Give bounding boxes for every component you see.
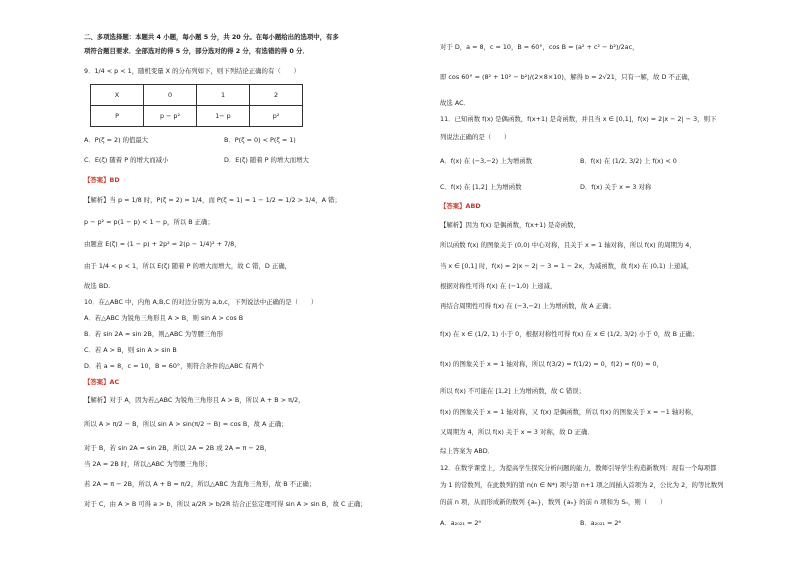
q11-solution-9: f(x) 的图象关于 x = 1 轴对称，又 f(x) 是偶函数，所以 f(x) 的图象关于 x = −1 轴对称， (440, 408, 698, 416)
q9-solution-2: p − p² = p(1 − p) < 1 − p，所以 B 正确； (84, 218, 214, 226)
q9-stem: 9．1/4 < p < 1，随机变量 X 的分布列如下，则下列结论正确的有（ ） (84, 67, 300, 75)
q10-solution-1: 【解析】对于 A，因为若△ABC 为锐角三角形且 A > B，所以 A + B > π/2， (84, 396, 305, 404)
q10-solution-6: 对于 C，由 A > B 可得 a > b，所以 a/2R > b/2R 结合正弦定理可得 sin A > sin B，故 C 正确； (84, 500, 367, 508)
q9-answer: 【答案】BD (84, 176, 120, 184)
q11-stem: 11．已知函数 f(x) 是偶函数，f(x+1) 是奇函数，并且当 x ∈ [0,1]，f(x) = 2|x − 2| − 3，则下 (440, 115, 717, 123)
table-cell: X (91, 85, 144, 106)
q10-option-a: A．若△ABC 为锐角三角形且 A > B，则 sin A > cos B (84, 314, 244, 322)
section-header: 二、多项选择题：本题共 4 小题，每小题 5 分，共 20 分。在每小题给出的选项中，有多 (84, 33, 339, 41)
section-header-2: 项符合题目要求．全部选对的得 5 分，部分选对的得 2 分，有选错的得 0 分． (84, 47, 309, 55)
q10-answer: 【答案】AC (84, 378, 120, 386)
q12-stem-1: 12．在数学课堂上，为提高学生探究分析问题的能力，教师引导学生构造新数列：现有一个每项都 (440, 464, 717, 472)
q10-solution-3: 对于 B，若 sin 2A = sin 2B，所以 2A = 2B 或 2A = π − 2B， (84, 444, 271, 452)
q10-option-d: D．若 a = 8，c = 10，B = 60°，则符合条件的△ABC 有两个 (84, 362, 265, 370)
q11-answer: 【答案】ABD (440, 202, 481, 210)
q11-option-b: B．f(x) 在 (1/2, 3/2) 上 f(x) < 0 (580, 157, 677, 165)
q12-option-b: B．a₂₀₂₁ = 2⁶ (580, 519, 621, 527)
q12-stem-2: 为 1 的常数列，在此数列的第 n(n ∈ N*) 项与第 n+1 项之间插入首项为 2，公比为 2，的等比数列 (440, 481, 724, 489)
q11-solution-10: 又周期为 4，所以 f(x) 关于 x = 3 对称，故 D 正确． (440, 428, 594, 436)
table-cell: p − p² (144, 106, 197, 127)
q10-solution-5: 若 2A = π − 2B，所以 A + B = π/2，所以△ABC 为直角三角形，故 B 不正确； (84, 480, 316, 488)
q11-solution-1: 【解析】因为 f(x) 是偶函数，f(x+1) 是奇函数， (440, 221, 580, 229)
q11-solution-2: 所以函数 f(x) 的图象关于 (0,0) 中心对称，且关于 x = 1 轴对称，所以 f(x) 的周期为 4， (440, 241, 696, 249)
q9-solution-1: 【解析】当 p = 1/8 时，P(ζ = 2) = 1/4，而 P(ζ = 1) = 1 − 1/2 = 1/2 > 1/4，A 错； (84, 196, 341, 204)
q11-option-a: A．f(x) 在 (−3,−2) 上为增函数 (440, 157, 533, 165)
q11-option-d: D．f(x) 关于 x = 3 对称 (580, 183, 652, 191)
q10-solution-d: 对于 D，a = 8，c = 10，B = 60°，cos B = (a² + c² − b²)/2ac， (440, 43, 639, 51)
q10-stem: 10．在△ABC 中，内角 A,B,C 的对边分别为 a,b,c，下列说法中正确的是（ ） (84, 298, 318, 306)
table-cell: p² (250, 106, 303, 127)
q9-solution-4: 由于 1/4 < p < 1，所以 E(ζ) 随着 P 的增大而增大，故 C 错，D 正确， (84, 262, 292, 270)
q9-solution-5: 故选 BD. (84, 282, 111, 290)
distribution-table (90, 84, 303, 127)
q11-solution-6: f(x) 在 x ∈ (1/2, 1) 小于 0，根据对称性可得 f(x) 在 x ∈ (1/2, 3/2) 小于 0，故 B 正确； (440, 330, 699, 338)
q9-option-b: B．P(ζ = 0) < P(ζ = 1) (224, 136, 296, 144)
q11-solution-5: 再结合周期性可得 f(x) 在 (−3,−2) 上为增函数，故 A 正确； (440, 302, 615, 310)
q10-option-b: B．若 sin 2A = sin 2B，则△ABC 为等腰三角形 (84, 330, 224, 338)
q11-solution-3: 当 x ∈ [0,1] 时，f(x) = 2|x − 2| − 3 = 1 − 2x，为减函数，故 f(x) 在 (0,1) 上递减， (440, 262, 694, 270)
q9-option-c: C．E(ζ) 随着 P 的增大而减小 (84, 156, 169, 164)
table-cell: 1 (197, 85, 250, 106)
table-cell: 2 (250, 85, 303, 106)
table-cell: 0 (144, 85, 197, 106)
q10-solution-4: 当 2A = 2B 时，所以△ABC 为等腰三角形； (84, 460, 212, 468)
q10-solution-end: 故选 AC． (440, 99, 470, 107)
q12-stem-3: 的前 n 项，从而形成新的数列 {aₙ}，数列 {aₙ} 的前 n 项和为 Sₙ，则（ ） (440, 498, 667, 506)
q9-solution-3: 由题意 E(ζ) = (1 − p) + 2p² = 2(p − 1/4)² + 7/8， (84, 240, 241, 248)
q9-option-a: A．P(ζ = 2) 的值最大 (84, 136, 149, 144)
q12-option-a: A．a₂₀₂₁ = 2⁹ (440, 519, 481, 527)
q11-solution-11: 综上答案为 ABD． (440, 447, 495, 455)
q11-solution-4: 根据对称性可得 f(x) 在 (−1,0) 上递减， (440, 282, 557, 290)
table-cell: 1− p (197, 106, 250, 127)
q11-option-c: C．f(x) 在 [1,2] 上为增函数 (440, 183, 522, 191)
left-column (84, 0, 434, 562)
q11-stem-2: 列说法正确的是（ ） (440, 133, 511, 141)
right-column (440, 0, 790, 562)
table-row (91, 85, 303, 106)
q9-option-d: D．E(ζ) 随着 P 的增大而增大 (224, 156, 309, 164)
q11-solution-8: 所以 f(x) 不可能在 [1,2] 上为增函数，故 C 错误； (440, 387, 586, 395)
q10-solution-d-2: 即 cos 60° = (8² + 10² − b²)/(2×8×10)，解得 b = 2√21，只有一解，故 D 不正确， (440, 73, 695, 81)
table-cell: P (91, 106, 144, 127)
table-row (91, 106, 303, 127)
q11-solution-7: f(x) 的图象关于 x = 1 轴对称，所以 f(3/2) = f(1/2) = 0，f(2) = f(0) = 0， (440, 360, 663, 368)
q10-solution-2: 所以 A > π/2 − B，所以 sin A > sin(π/2 − B) = cos B，故 A 正确； (84, 420, 288, 428)
q10-option-c: C．若 A > B，则 sin A > sin B (84, 346, 177, 354)
